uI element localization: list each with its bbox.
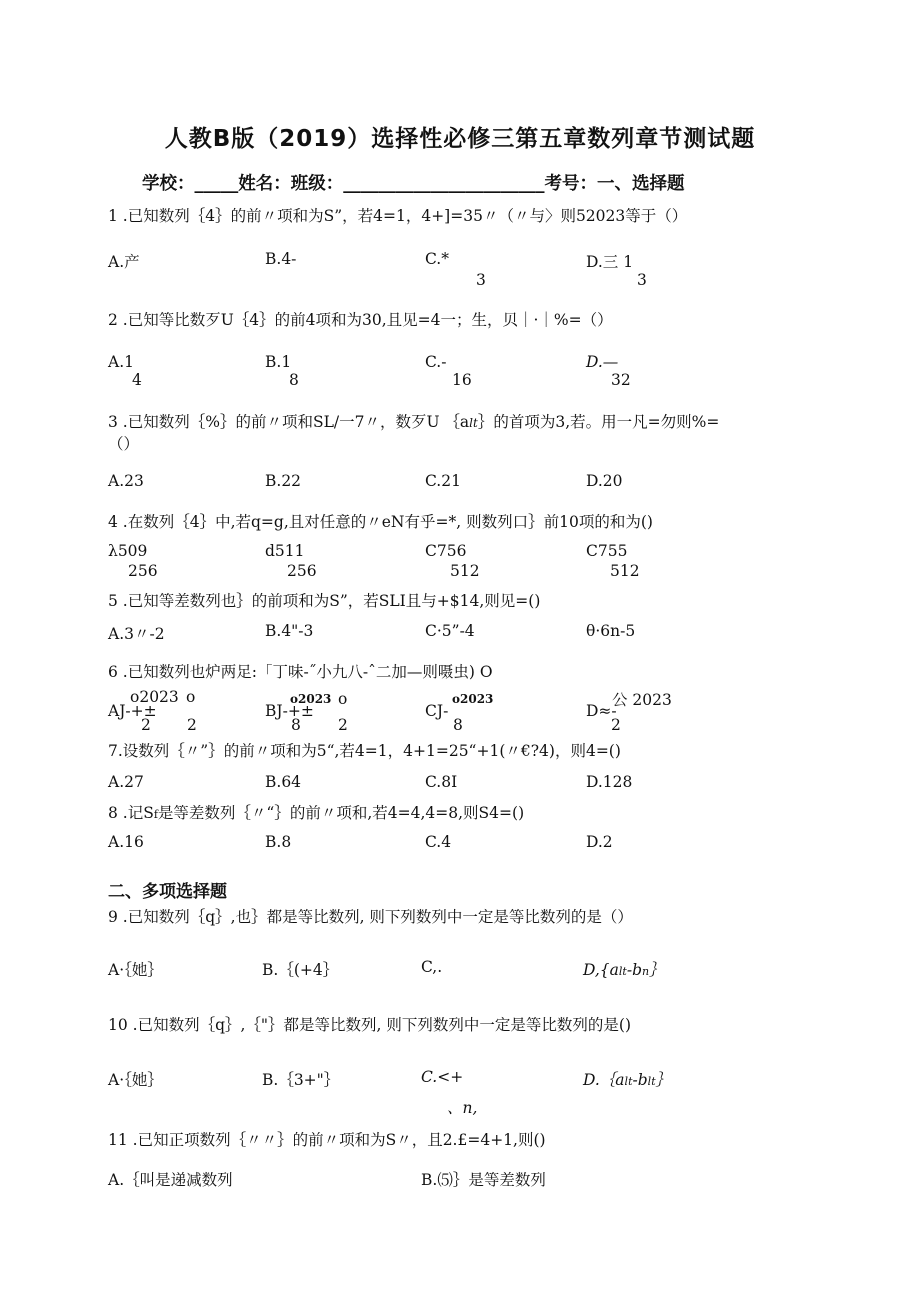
question-6-option-b-denominator: 8 <box>291 716 301 734</box>
question-11-option-a: A.｛叫是递减数列 <box>108 1171 233 1189</box>
question-6-option-a-numerator: o2023 <box>130 688 179 706</box>
question-10-option-c: C.<+ <box>421 1068 464 1086</box>
question-5-option-b: B.4"-3 <box>265 622 314 640</box>
question-1-option-d: D.三 1 <box>586 253 634 271</box>
question-1-option-c-denominator: 3 <box>476 271 486 289</box>
question-6-option-b-numerator2: o <box>338 690 348 708</box>
question-2-option-c: C.- <box>425 353 447 371</box>
question-9-option-d <box>583 958 665 980</box>
question-6-option-a-denominator2: 2 <box>187 716 197 734</box>
question-3-stem-tail: ｝的首项为3,若。用一凡=勿则%= <box>477 413 720 431</box>
question-9-option-d-sub1: lt <box>618 965 627 978</box>
question-6-option-a-denominator: 2 <box>141 716 151 734</box>
question-4-option-d: C755 <box>586 542 628 560</box>
question-4-option-b-denominator: 256 <box>287 562 317 580</box>
question-8-stem-head: 8 .记S <box>108 804 154 822</box>
question-6-option-d-denominator: 2 <box>611 716 621 734</box>
question-5-option-d: θ·6n-5 <box>586 622 636 640</box>
question-6-option-c-numerator: o2023 <box>452 692 494 706</box>
question-3-option-d: D.20 <box>586 472 623 490</box>
question-8-stem <box>108 801 524 823</box>
question-10-option-d-sub1: lt <box>624 1075 633 1088</box>
question-2-option-a-denominator: 4 <box>132 371 142 389</box>
question-4-option-a: λ509 <box>108 542 148 560</box>
question-8-stem-tail: 是等差数列｛〃“｝的前〃项和,若4=4,4=8,则S4=() <box>157 804 525 822</box>
question-1-option-a: A.产 <box>108 253 140 271</box>
question-7-option-b: B.64 <box>265 773 302 791</box>
question-2-option-a: A.1 <box>108 353 134 371</box>
question-2-option-b-denominator: 8 <box>289 371 299 389</box>
question-7-option-c: C.8I <box>425 773 458 791</box>
question-4-option-c: C756 <box>425 542 467 560</box>
question-6-option-a-numerator2: o <box>186 688 196 706</box>
question-8-option-c: C.4 <box>425 833 452 851</box>
question-4-stem: 4 .在数列｛4｝中,若q=g,且对任意的〃eN有乎=*, 则数列口｝前10项的和为() <box>108 513 653 531</box>
question-1-option-d-denominator: 3 <box>637 271 647 289</box>
question-3-stem <box>108 410 719 432</box>
question-6-option-d-numerator: 公 2023 <box>612 691 672 709</box>
question-6-option-b-denominator2: 2 <box>338 716 348 734</box>
question-2-stem: 2 .已知等比数歹U｛4｝的前4项和为30,且见=4一；生，贝｜·｜%=（） <box>108 311 613 329</box>
question-1-option-c: C.* <box>425 250 449 268</box>
question-3-stem-line2: （） <box>108 435 140 453</box>
question-6-option-b: BJ-+± <box>265 702 314 720</box>
question-3-stem-subscript: lt <box>469 416 478 430</box>
question-4-option-a-denominator: 256 <box>128 562 158 580</box>
question-9-option-a: A·｛她｝ <box>108 961 163 979</box>
question-6-option-c-denominator: 8 <box>453 716 463 734</box>
question-10-option-d-head: D.｛a <box>583 1071 625 1089</box>
question-7-stem: 7.设数列｛〃”｝的前〃项和为5“,若4=1，4+1=25“+1(〃€?4)，则4=() <box>108 742 621 760</box>
question-9-option-d-mid: -b <box>626 961 643 979</box>
question-3-option-c: C.21 <box>425 472 461 490</box>
question-8-option-d: D.2 <box>586 833 613 851</box>
question-10-option-d-sub2: lt <box>647 1075 656 1088</box>
question-6-option-a: AJ-+± <box>108 702 157 720</box>
question-4-option-b: d511 <box>265 542 305 560</box>
question-4-option-d-denominator: 512 <box>610 562 640 580</box>
question-10-option-c-subtext: 、n, <box>447 1099 478 1117</box>
question-10-option-b: B.｛3+"｝ <box>262 1071 340 1089</box>
question-9-option-d-head: D,{a <box>583 961 619 979</box>
question-9-option-b: B.｛(+4｝ <box>262 961 339 979</box>
question-9-option-d-end: ｝ <box>649 961 665 979</box>
question-10-stem: 10 .已知数列｛q｝,｛"｝都是等比数列, 则下列数列中一定是等比数列的是() <box>108 1016 632 1034</box>
question-10-option-d <box>583 1068 671 1090</box>
question-2-option-c-denominator: 16 <box>452 371 472 389</box>
question-8-option-b: B.8 <box>265 833 292 851</box>
question-7-option-d: D.128 <box>586 773 633 791</box>
question-8-stem-subscript: f <box>153 808 158 821</box>
question-1-stem: 1 .已知数列｛4｝的前〃项和为S”，若4=1，4+]=35〃（〃与〉则52023等于（） <box>108 207 688 225</box>
question-10-option-a: A·｛她｝ <box>108 1071 163 1089</box>
student-info-line: 学校：_____姓名：班级：_______________________考号：一、选择题 <box>142 174 685 194</box>
page-title: 人教B版（2019）选择性必修三第五章数列章节测试题 <box>164 126 756 152</box>
question-1-option-b: B.4- <box>265 250 297 268</box>
question-5-stem: 5 .已知等差数列也｝的前项和为S”，若SLI且与+$14,则见=() <box>108 592 541 610</box>
question-2-option-d-denominator: 32 <box>611 371 631 389</box>
question-6-stem: 6 .已知数列也炉两足:「丁味-˝小九八-ˆ二加—则嗫虫) O <box>108 663 493 681</box>
question-3-stem-head: 3 .已知数列｛%｝的前〃项和SL/一7〃，数歹U ｛a <box>108 413 470 431</box>
question-5-option-a: A.3〃-2 <box>108 625 165 643</box>
question-3-option-b: B.22 <box>265 472 302 490</box>
question-2-option-b: B.1 <box>265 353 292 371</box>
question-11-option-b: B.⑸｝是等差数列 <box>421 1171 546 1189</box>
question-9-stem: 9 .已知数列｛q｝,也｝都是等比数列, 则下列数列中一定是等比数列的是（） <box>108 908 633 926</box>
question-7-option-a: A.27 <box>108 773 144 791</box>
question-5-option-c: C·5”-4 <box>425 622 475 640</box>
question-8-option-a: A.16 <box>108 833 144 851</box>
question-6-option-c: CJ- <box>425 702 449 720</box>
question-2-option-d: D.— <box>586 353 619 371</box>
question-6-option-b-numerator: o2023 <box>290 692 332 706</box>
question-9-option-d-sub2: n <box>642 965 650 978</box>
question-4-option-c-denominator: 512 <box>450 562 480 580</box>
question-10-option-d-mid: -b <box>632 1071 648 1089</box>
question-9-option-c: C,. <box>421 958 443 976</box>
question-11-stem: 11 .已知正项数列｛〃〃｝的前〃项和为S〃，且2.£=4+1,则() <box>108 1131 546 1149</box>
question-3-option-a: A.23 <box>108 472 144 490</box>
section-2-heading: 二、多项选择题 <box>108 882 227 902</box>
question-10-option-d-end: ｝ <box>655 1071 672 1089</box>
question-6-option-d: D≈- <box>586 702 617 720</box>
